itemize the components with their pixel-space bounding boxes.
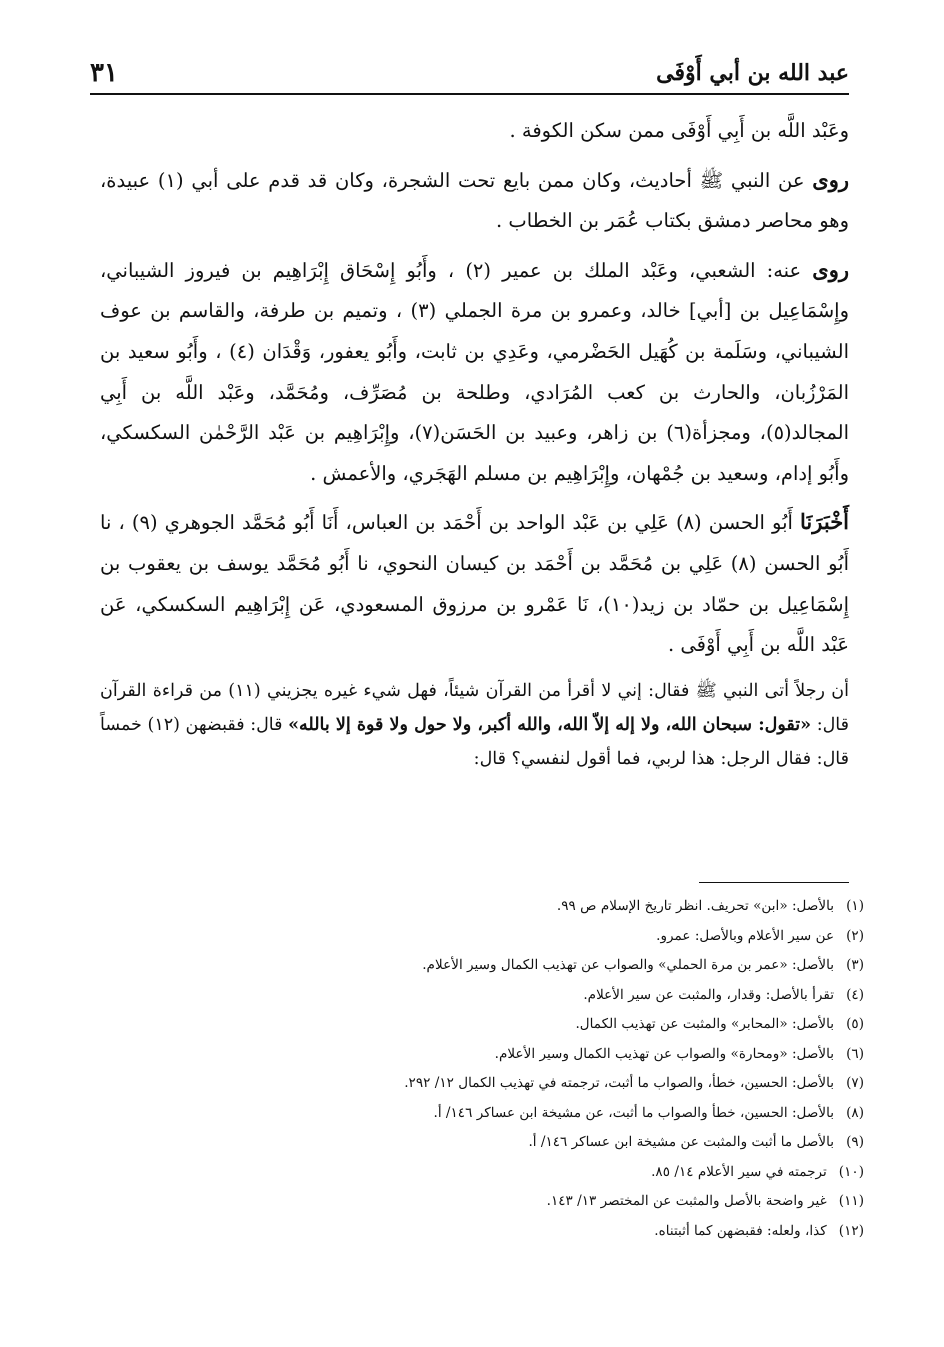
footnote [100,1040,864,1070]
footnote-number: (٧) [846,1075,864,1091]
header-title: عبد الله بن أبي أَوْفَى [656,60,849,86]
footnote-number: (٢) [846,927,864,944]
running-header [90,52,849,92]
footnote-text: ترجمته في سير الأعلام ١٤/ ٨٥. [651,1163,827,1180]
paragraph-intro [100,110,849,152]
paragraph-lead: أَخْبَرَنَا [800,509,850,535]
footnote-number: (٨) [846,1104,864,1121]
footnote [100,1158,864,1188]
footnote-number: (٣) [846,957,864,973]
paragraph-text: عنه: الشعبي، وعَبْد الملك بن عمير (٢) ، وأَبُو إِسْحَاق إِبْرَاهِيم بن فيروز الشيباني، وإِسْمَاعِيل بن [أبي] خالد، وعمرو بن مرة الجملي (٣) ، وتميم بن طرفة، والقاسم بن عوف الشيباني، وسَلَمة بن كُهَيل الحَضْرمي، وعَدِي بن ثابت، وأَبُو يعفور، وَقْدَان (٤) ، وأَبُو سعيد بن المَرْزُبان، والحارث بن كعب المُرَادي، وطلحة بن مُصَرِّف، ومُحَمَّد، وعَبْد اللَّه بن أَبِي المجالد(٥)، ومجزأة(٦) بن زاهر، وعبيد بن الحَسَن(٧)، وإِبْرَاهِيم بن عَبْد الرَّحْمٰن السكسكي، وأَبُو إدام، وسعيد بن جُمْهان، وإِبْرَاهِيم بن مسلم الهَجَري، والأعمش . [100,258,850,485]
footnotes [100,892,864,1246]
paragraph-isnad [100,502,849,665]
footnote-number: (٥) [846,1016,864,1032]
hadith-part: أن رجلاً أتى النبي ﷺ فقال: إني لا أقرأ من القرآن شيئاً، فهل شيء غيره يجزيني (١١) من قراءة القرآن قال: [100,680,850,735]
paragraph-text: وعَبْد اللَّه بن أَبِي أَوْفَى ممن سكن الكوفة . [509,119,849,142]
footnote-text: بالأصل: الحسين، خطأ والصواب ما أثبت، عن مشيخة ابن عساكر ١٤٦/ أ. [433,1104,835,1121]
paragraph-text: أَبُو الحسن (٨) عَلِي بن عَبْد الواحد بن أَحْمَد بن العباس، أَنَا أَبُو مُحَمَّد الجوهري (٩) ، نا أَبُو الحسن (٨) عَلِي بن مُحَمَّد بن أَحْمَد بن كيسان النحوي، نا أَبُو مُحَمَّد يوسف بن يعقوب بن إِسْمَاعِيل بن حمّاد بن زيد(١٠)، نَا عَمْرو بن مرزوق المسعودي، عَن إِبْرَاهِيم السكسكي، عَن عَبْد اللَّه بن أَبِي أَوْفَى . [100,511,849,657]
hadith-dhikr: «تقول: سبحان الله، ولا إله إلاّ الله، والله أكبر، ولا حول ولا قوة إلا بالله» [288,714,812,735]
footnote-number: (١) [846,898,864,914]
footnote-number: (٩) [846,1134,864,1150]
footnote [100,892,864,922]
footnote [100,1010,864,1040]
footnote [100,922,864,952]
footnote-text: بالأصل: «ابن» تحريف. انظر تاريخ الإسلام ص ٩٩. [556,898,835,914]
footnote-number: (٦) [846,1045,864,1062]
footnote-rule [699,882,849,883]
footnote [100,1217,864,1247]
footnote-text: بالأصل ما أثبت والمثبت عن مشيخة ابن عساكر ١٤٦/ أ. [528,1134,835,1150]
footnote [100,981,864,1011]
header-rule [90,93,849,95]
footnote-number: (١٢) [838,1222,864,1239]
paragraph-lead: روى [812,256,849,282]
paragraph-riwaya [100,160,849,242]
paragraph-text: عن النبي ﷺ أحاديث، وكان ممن بايع تحت الشجرة، وكان قد قدم على أبي (١) عبيدة، وهو محاصر دمشق بكتاب عُمَر بن الخطاب . [100,168,849,233]
footnote-text: بالأصل: الحسين، خطأ، والصواب ما أثبت، ترجمته في تهذيب الكمال ١٢/ ٢٩٢. [404,1075,835,1091]
footnote-text: عن سير الأعلام وبالأصل: عمرو. [656,927,835,944]
footnote-text: غير واضحة بالأصل والمثبت عن المختصر ١٣/ ١٤٣. [546,1193,827,1209]
main-text [100,110,849,784]
footnote [100,1128,864,1158]
footnote [100,1069,864,1099]
paragraph-narrators [100,250,849,495]
footnote-text: تقرأ بالأصل: وقدار، والمثبت عن سير الأعلام. [583,986,835,1003]
footnote-text: بالأصل: «المحابر» والمثبت عن تهذيب الكمال. [575,1016,835,1032]
footnote-number: (٤) [846,986,864,1003]
footnote-number: (١٠) [838,1163,864,1180]
paragraph-lead: روى [812,166,849,192]
footnote [100,1099,864,1129]
footnote-text: كذا، ولعله: فقبضهن كما أثبتناه. [654,1222,827,1239]
page-number: ٣١ [90,58,118,88]
footnote [100,951,864,981]
footnote-number: (١١) [838,1193,864,1209]
hadith-part: قال: فقبضهن (١٢) خمساً قال: فقال الرجل: هذا لربي، فما أقول لنفسي؟ قال: [100,714,849,769]
footnote-text: بالأصل: «ومحارة» والصواب عن تهذيب الكمال وسير الأعلام. [494,1045,835,1062]
hadith-text [100,674,849,776]
footnote-text: بالأصل: «عمر بن مرة الحملي» والصواب عن تهذيب الكمال وسير الأعلام. [422,957,835,973]
footnote [100,1187,864,1217]
